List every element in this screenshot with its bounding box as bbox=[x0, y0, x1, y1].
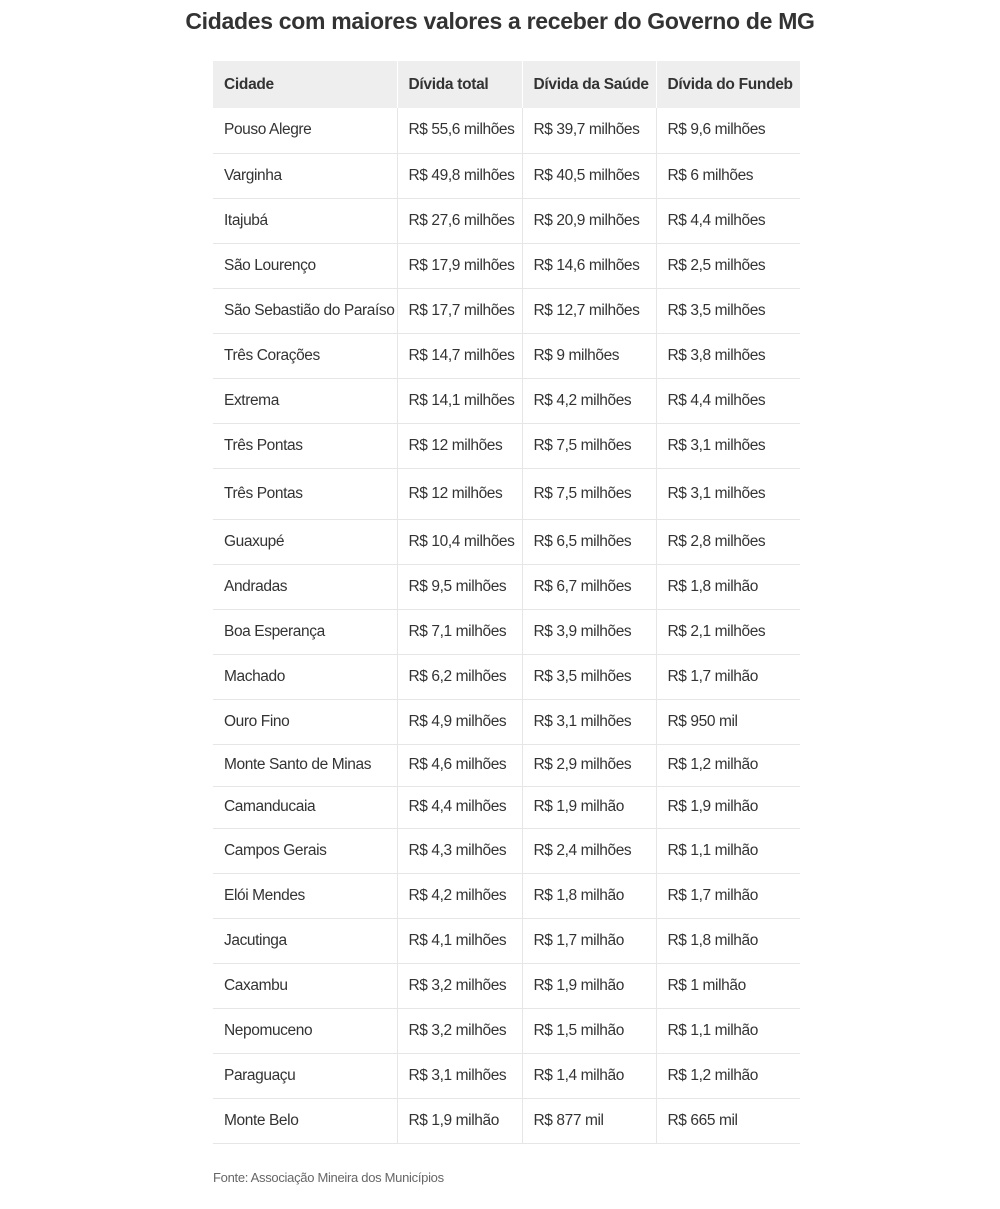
cell-total-debt: R$ 14,7 milhões bbox=[397, 333, 522, 378]
cell-health-debt: R$ 1,7 milhão bbox=[522, 918, 656, 963]
table-row bbox=[213, 1053, 800, 1098]
cell-health-debt: R$ 1,9 milhão bbox=[522, 786, 656, 828]
cell-city: Três Pontas bbox=[213, 423, 397, 468]
cell-total-debt: R$ 12 milhões bbox=[397, 468, 522, 519]
cell-total-debt: R$ 17,9 milhões bbox=[397, 243, 522, 288]
cell-health-debt: R$ 1,5 milhão bbox=[522, 1008, 656, 1053]
cell-fundeb-debt: R$ 665 mil bbox=[667, 1111, 738, 1129]
cell-health-debt: R$ 39,7 milhões bbox=[522, 108, 656, 153]
table-row bbox=[213, 423, 800, 468]
cell-total-debt: R$ 4,6 milhões bbox=[397, 744, 522, 786]
cell-city: São Lourenço bbox=[213, 243, 397, 288]
cell-health-debt: R$ 9 milhões bbox=[522, 333, 656, 378]
cell-health-debt: R$ 2,4 milhões bbox=[522, 828, 656, 873]
cell-health-debt: R$ 6,7 milhões bbox=[522, 564, 656, 609]
cell-health-debt: R$ 3,9 milhões bbox=[522, 609, 656, 654]
cell-total-debt: R$ 3,2 milhões bbox=[397, 1008, 522, 1053]
cell-health-debt: R$ 877 mil bbox=[522, 1098, 656, 1143]
table-row bbox=[213, 378, 800, 423]
table-row bbox=[213, 288, 800, 333]
table-header bbox=[213, 61, 800, 108]
cell-fundeb-debt: R$ 4,4 milhões bbox=[667, 211, 766, 229]
cell-total-debt: R$ 55,6 milhões bbox=[397, 108, 522, 153]
cell-fundeb-debt: R$ 1,2 milhão bbox=[667, 756, 758, 773]
column-header-city: Cidade bbox=[213, 61, 397, 108]
cell-total-debt: R$ 27,6 milhões bbox=[397, 198, 522, 243]
cell-fundeb-debt: R$ 1,1 milhão bbox=[667, 841, 758, 859]
cell-total-debt: R$ 6,2 milhões bbox=[397, 654, 522, 699]
cell-health-debt: R$ 1,8 milhão bbox=[522, 873, 656, 918]
table-row bbox=[213, 654, 800, 699]
cell-health-debt: R$ 12,7 milhões bbox=[522, 288, 656, 333]
cell-total-debt: R$ 10,4 milhões bbox=[397, 519, 522, 564]
column-header-fundeb-debt: Dívida do Fundeb bbox=[667, 75, 793, 93]
cell-total-debt: R$ 4,1 milhões bbox=[397, 918, 522, 963]
cell-fundeb-debt: R$ 3,1 milhões bbox=[667, 436, 766, 454]
cell-health-debt: R$ 20,9 milhões bbox=[522, 198, 656, 243]
cell-total-debt: R$ 4,3 milhões bbox=[397, 828, 522, 873]
cell-total-debt: R$ 4,2 milhões bbox=[397, 873, 522, 918]
cell-total-debt: R$ 14,1 milhões bbox=[397, 378, 522, 423]
cell-fundeb-debt: R$ 1,2 milhão bbox=[667, 1066, 758, 1084]
cell-total-debt: R$ 1,9 milhão bbox=[397, 1098, 522, 1143]
cell-city: Machado bbox=[213, 654, 397, 699]
cell-total-debt: R$ 4,4 milhões bbox=[397, 786, 522, 828]
cell-fundeb-debt: R$ 1 milhão bbox=[667, 976, 746, 994]
table-row bbox=[213, 918, 800, 963]
cell-city: Andradas bbox=[213, 564, 397, 609]
table-row bbox=[213, 699, 800, 744]
cell-health-debt: R$ 7,5 milhões bbox=[522, 468, 656, 519]
cell-city: Ouro Fino bbox=[213, 699, 397, 744]
cell-city: Guaxupé bbox=[213, 519, 397, 564]
cell-total-debt: R$ 3,2 milhões bbox=[397, 963, 522, 1008]
cell-city: Jacutinga bbox=[213, 918, 397, 963]
table-row bbox=[213, 786, 800, 828]
column-header-health-debt: Dívida da Saúde bbox=[522, 61, 656, 108]
cell-total-debt: R$ 3,1 milhões bbox=[397, 1053, 522, 1098]
table-row bbox=[213, 963, 800, 1008]
cell-city: Três Pontas bbox=[213, 468, 397, 519]
cell-city: Nepomuceno bbox=[213, 1008, 397, 1053]
cell-city: Camanducaia bbox=[213, 786, 397, 828]
cell-city: Monte Santo de Minas bbox=[213, 744, 397, 786]
cell-fundeb-debt: R$ 1,8 milhão bbox=[667, 577, 758, 595]
cell-health-debt: R$ 6,5 milhões bbox=[522, 519, 656, 564]
cell-total-debt: R$ 49,8 milhões bbox=[397, 153, 522, 198]
cell-total-debt: R$ 17,7 milhões bbox=[397, 288, 522, 333]
cell-city: Monte Belo bbox=[213, 1098, 397, 1143]
cell-fundeb-debt: R$ 1,9 milhão bbox=[667, 798, 758, 815]
cell-fundeb-debt: R$ 6 milhões bbox=[667, 166, 754, 184]
cell-total-debt: R$ 7,1 milhões bbox=[397, 609, 522, 654]
table-row bbox=[213, 828, 800, 873]
table-row bbox=[213, 468, 800, 519]
cell-city: Elói Mendes bbox=[213, 873, 397, 918]
cell-fundeb-debt: R$ 3,8 milhões bbox=[667, 346, 766, 364]
cell-city: São Sebastião do Paraíso bbox=[213, 288, 397, 333]
table-row bbox=[213, 519, 800, 564]
header-row bbox=[213, 61, 800, 108]
cell-health-debt: R$ 2,9 milhões bbox=[522, 744, 656, 786]
cell-fundeb-debt: R$ 4,4 milhões bbox=[667, 391, 766, 409]
cell-city: Extrema bbox=[213, 378, 397, 423]
cell-city: Campos Gerais bbox=[213, 828, 397, 873]
cell-fundeb-debt: R$ 1,1 milhão bbox=[667, 1021, 758, 1039]
table-row bbox=[213, 243, 800, 288]
table-row bbox=[213, 333, 800, 378]
source-note: Fonte: Associação Mineira dos Municípios bbox=[213, 1170, 444, 1185]
debts-table bbox=[213, 61, 800, 1144]
cell-health-debt: R$ 7,5 milhões bbox=[522, 423, 656, 468]
cell-total-debt: R$ 4,9 milhões bbox=[397, 699, 522, 744]
cell-fundeb-debt: R$ 950 mil bbox=[667, 712, 738, 730]
cell-health-debt: R$ 3,5 milhões bbox=[522, 654, 656, 699]
table-row bbox=[213, 153, 800, 198]
table-row bbox=[213, 198, 800, 243]
cell-city: Boa Esperança bbox=[213, 609, 397, 654]
cell-fundeb-debt: R$ 3,1 milhões bbox=[667, 484, 766, 502]
cell-fundeb-debt: R$ 1,8 milhão bbox=[667, 931, 758, 949]
cell-health-debt: R$ 40,5 milhões bbox=[522, 153, 656, 198]
cell-fundeb-debt: R$ 3,5 milhões bbox=[667, 301, 766, 319]
cell-health-debt: R$ 4,2 milhões bbox=[522, 378, 656, 423]
cell-fundeb-debt: R$ 2,5 milhões bbox=[667, 256, 766, 274]
table-body bbox=[213, 108, 800, 1143]
cell-city: Três Corações bbox=[213, 333, 397, 378]
cell-city: Itajubá bbox=[213, 198, 397, 243]
column-header-total-debt: Dívida total bbox=[397, 61, 522, 108]
table-row bbox=[213, 108, 800, 153]
cell-fundeb-debt: R$ 1,7 milhão bbox=[667, 667, 758, 685]
cell-health-debt: R$ 14,6 milhões bbox=[522, 243, 656, 288]
table-row bbox=[213, 609, 800, 654]
table-row bbox=[213, 564, 800, 609]
cell-city: Paraguaçu bbox=[213, 1053, 397, 1098]
cell-city: Caxambu bbox=[213, 963, 397, 1008]
page-title: Cidades com maiores valores a receber do Governo de MG bbox=[185, 8, 815, 34]
cell-city: Varginha bbox=[213, 153, 397, 198]
cell-city: Pouso Alegre bbox=[213, 108, 397, 153]
cell-total-debt: R$ 9,5 milhões bbox=[397, 564, 522, 609]
cell-health-debt: R$ 1,9 milhão bbox=[522, 963, 656, 1008]
cell-fundeb-debt: R$ 9,6 milhões bbox=[667, 121, 766, 139]
table-row bbox=[213, 873, 800, 918]
cell-fundeb-debt: R$ 2,1 milhões bbox=[667, 622, 766, 640]
cell-fundeb-debt: R$ 1,7 milhão bbox=[667, 886, 758, 904]
cell-health-debt: R$ 1,4 milhão bbox=[522, 1053, 656, 1098]
cell-total-debt: R$ 12 milhões bbox=[397, 423, 522, 468]
table-row bbox=[213, 744, 800, 786]
cell-fundeb-debt: R$ 2,8 milhões bbox=[667, 532, 766, 550]
table-row bbox=[213, 1008, 800, 1053]
cell-health-debt: R$ 3,1 milhões bbox=[522, 699, 656, 744]
table-row bbox=[213, 1098, 800, 1143]
